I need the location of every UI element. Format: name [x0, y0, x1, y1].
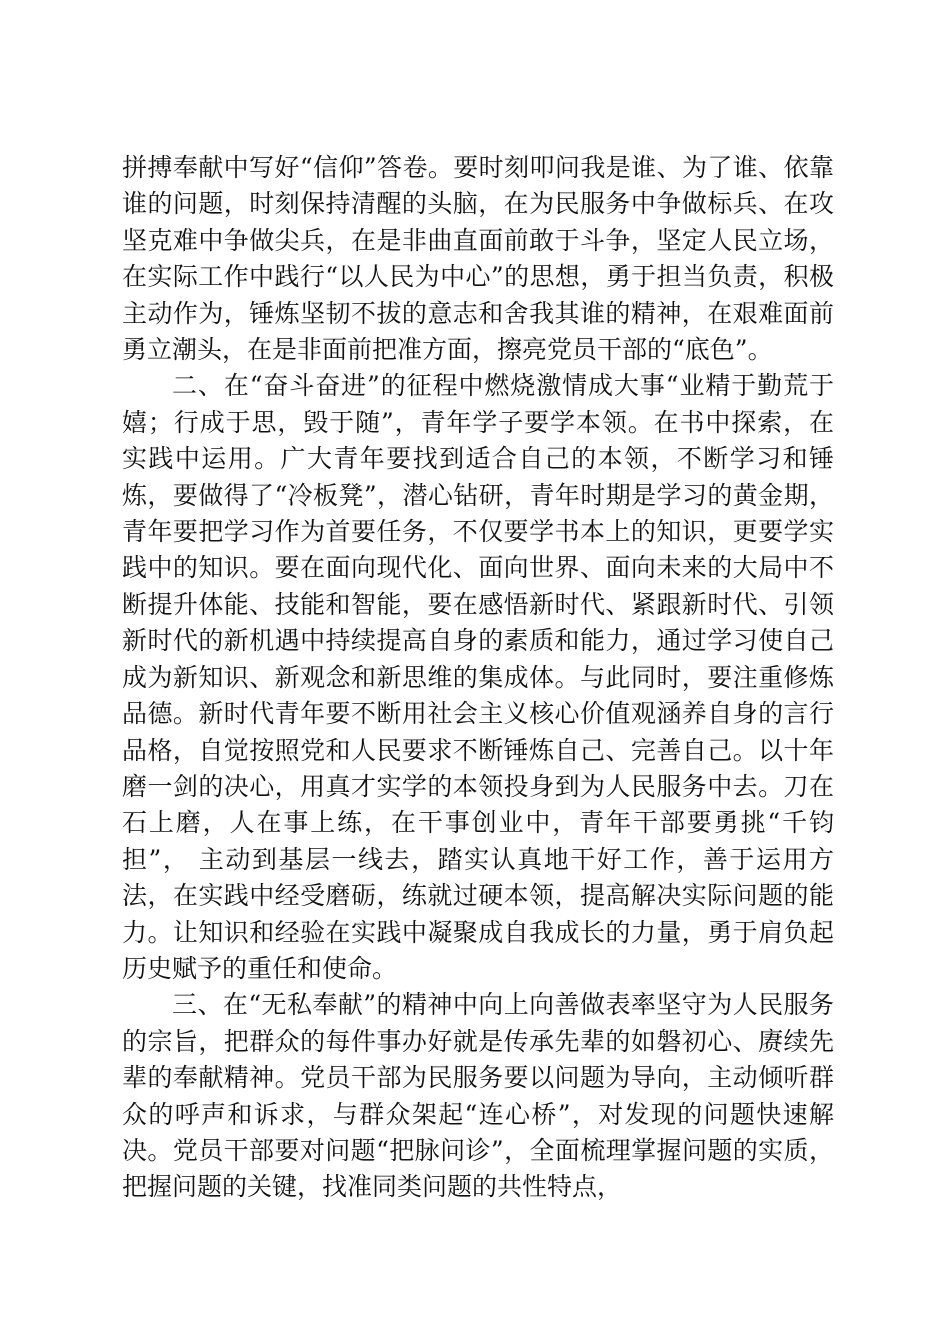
paragraph-continuation: 拼搏奉献中写好“信仰”答卷。要时刻叩问我是谁、为了谁、依靠谁的问题，时刻保持清醒的头脑，在为民服务中争做标兵、在攻坚克难中争做尖兵，在是非曲直面前敢于斗争，坚定人民立场，在实际工作中践行“以人民为中心”的思想，勇于担当负责，积极主动作为，锤炼坚韧不拔的意志和舍我其谁的精神，在艰难面前勇立潮头，在是非面前把准方面，擦亮党员干部的“底色”。	[122, 153, 834, 365]
paragraph-section-three: 三、在“无私奉献”的精神中向上向善做表率坚守为人民服务的宗旨，把群众的每件事办好就是传承先辈的如磐初心、赓续先辈的奉献精神。党员干部为民服务要以问题为导向，主动倾听群众的呼声和诉求，与群众架起“连心桥”，对发现的问题快速解决。党员干部要对问题“把脉问诊”，全面梳理掌握问题的实质，把握问题的关键，找准同类问题的共性特点，	[122, 990, 834, 1202]
document-body	[122, 150, 834, 1206]
paragraph-section-two: 二、在“奋斗奋进”的征程中燃烧激情成大事“业精于勤荒于嬉；行成于思，毁于随”，青年学子要学本领。在书中探索，在实践中运用。广大青年要找到适合自己的本领，不断学习和锤炼，要做得了“冷板凳”，潜心钻研，青年时期是学习的黄金期，青年要把学习作为首要任务，不仅要学书本上的知识，更要学实践中的知识。要在面向现代化、面向世界、面向未来的大局中不断提升体能、技能和智能，要在感悟新时代、紧跟新时代、引领新时代的新机遇中持续提高自身的素质和能力，通过学习使自己成为新知识、新观念和新思维的集成体。与此同时，要注重修炼品德。新时代青年要不断用社会主义核心价值观涵养自身的言行品格，自觉按照党和人民要求不断锤炼自己、完善自己。以十年磨一剑的决心，用真才实学的本领投身到为人民服务中去。刀在石上磨，人在事上练，在干事创业中，青年干部要勇挑“千钧担”， 主动到基层一线去，踏实认真地干好工作，善于运用方法，在实践中经受磨砺，练就过硬本领，提高解决实际问题的能力。让知识和经验在实践中凝聚成自我成长的力量，勇于肩负起历史赋予的重任和使命。	[122, 371, 834, 983]
